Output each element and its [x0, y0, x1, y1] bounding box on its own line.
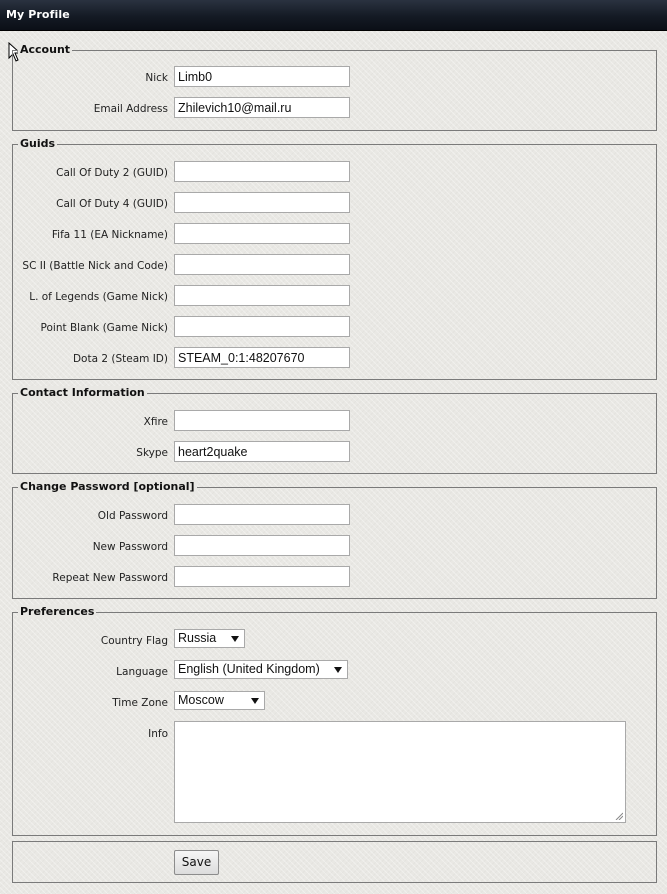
lol-game-nick-label: L. of Legends (Game Nick) — [29, 291, 168, 303]
dota2-steam-id-field[interactable] — [174, 347, 350, 368]
country-flag-select[interactable] — [174, 629, 245, 648]
contact-legend: Contact Information — [20, 386, 145, 399]
password-legend: Change Password [optional] — [20, 480, 195, 493]
password-section — [12, 480, 657, 599]
title-bar — [0, 0, 667, 31]
nick-field[interactable] — [174, 66, 350, 87]
preferences-legend: Preferences — [20, 605, 95, 618]
cod2-guid-label: Call Of Duty 2 (GUID) — [56, 167, 168, 179]
sc2-battle-nick-field[interactable] — [174, 254, 350, 275]
contact-section — [12, 386, 657, 474]
time-zone-label: Time Zone — [112, 697, 168, 709]
dropdown-arrow-icon — [231, 636, 239, 642]
old-password-field[interactable] — [174, 504, 350, 525]
guids-section — [12, 137, 657, 380]
save-button[interactable]: Save — [174, 850, 219, 875]
cod4-guid-field[interactable] — [174, 192, 350, 213]
cod4-guid-label: Call Of Duty 4 (GUID) — [56, 198, 168, 210]
skype-field[interactable] — [174, 441, 350, 462]
dropdown-arrow-icon — [334, 667, 342, 673]
time-zone-select[interactable] — [174, 691, 265, 710]
guids-legend: Guids — [20, 137, 56, 150]
country-flag-label: Country Flag — [100, 635, 168, 647]
nick-label: Nick — [145, 72, 168, 84]
repeat-password-field[interactable] — [174, 566, 350, 587]
page-title: My Profile — [6, 8, 70, 21]
new-password-field[interactable] — [174, 535, 350, 556]
skype-label: Skype — [136, 447, 168, 459]
cod2-guid-field[interactable] — [174, 161, 350, 182]
account-section — [12, 43, 657, 131]
preferences-section — [12, 605, 657, 836]
time-zone-value: Moscow — [178, 693, 224, 707]
point-blank-nick-field[interactable] — [174, 316, 350, 337]
repeat-password-label: Repeat New Password — [52, 572, 168, 584]
email-field[interactable] — [174, 97, 350, 118]
language-value: English (United Kingdom) — [178, 662, 320, 676]
country-flag-value: Russia — [178, 631, 217, 645]
language-label: Language — [116, 666, 168, 678]
language-select[interactable] — [174, 660, 348, 679]
dropdown-arrow-icon — [251, 698, 259, 704]
info-textarea[interactable] — [174, 721, 626, 823]
fifa11-nickname-label: Fifa 11 (EA Nickname) — [51, 229, 168, 241]
account-legend: Account — [20, 43, 71, 56]
resize-handle-icon[interactable] — [615, 812, 623, 820]
sc2-battle-nick-label: SC II (Battle Nick and Code) — [22, 260, 168, 272]
actions-section — [12, 841, 657, 883]
dota2-steam-id-label: Dota 2 (Steam ID) — [72, 353, 168, 365]
email-label: Email Address — [93, 103, 168, 115]
fifa11-nickname-field[interactable] — [174, 223, 350, 244]
info-label: Info — [148, 728, 168, 740]
old-password-label: Old Password — [97, 510, 168, 522]
xfire-label: Xfire — [143, 416, 168, 428]
lol-game-nick-field[interactable] — [174, 285, 350, 306]
new-password-label: New Password — [92, 541, 168, 553]
point-blank-nick-label: Point Blank (Game Nick) — [40, 322, 168, 334]
xfire-field[interactable] — [174, 410, 350, 431]
